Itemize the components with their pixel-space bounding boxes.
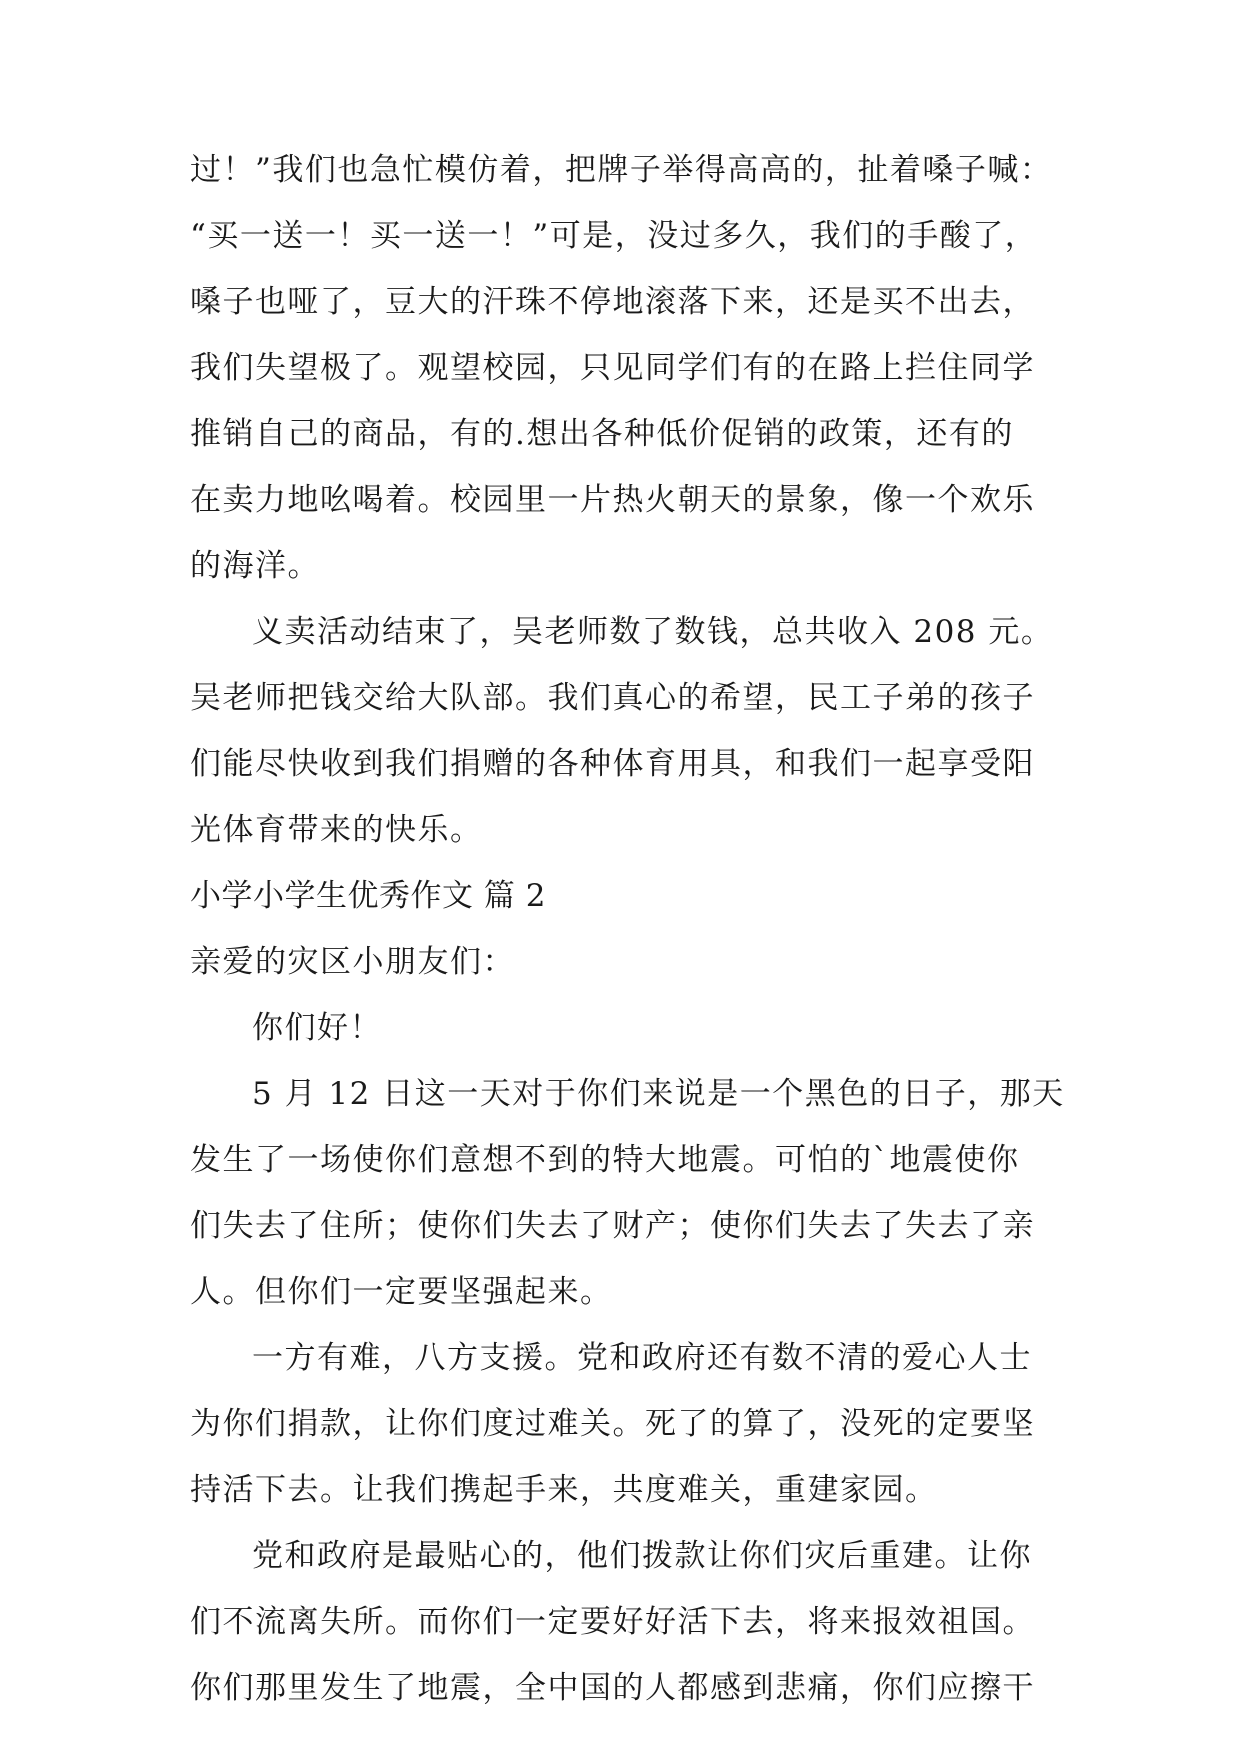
salutation: 亲爱的灾区小朋友们： [190,944,515,980]
text-line: 我们失望极了。观望校园，只见同学们有的在路上拦住同学 [190,350,1035,386]
text-line: 5 月 12 日这一天对于你们来说是一个黑色的日子，那天 [252,1076,1065,1112]
text-line: 过！”我们也急忙模仿着，把牌子举得高高的，扯着嗓子喊： [190,152,1053,188]
text-line: 在卖力地吆喝着。校园里一片热火朝天的景象，像一个欢乐 [190,482,1035,518]
text-line: 光体育带来的快乐。 [190,812,483,848]
text-line: 义卖活动结束了，吴老师数了数钱，总共收入 208 元。 [252,614,1054,650]
text-line: 们能尽快收到我们捐赠的各种体育用具，和我们一起享受阳 [190,746,1035,782]
text-line: “买一送一！买一送一！”可是，没过多久，我们的手酸了， [190,218,1038,254]
text-line: 嗓子也哑了，豆大的汗珠不停地滚落下来，还是买不出去， [190,284,1035,320]
text-line: 吴老师把钱交给大队部。我们真心的希望，民工子弟的孩子 [190,680,1035,716]
section-heading: 小学小学生优秀作文 篇 2 [190,878,546,914]
text-line: 推销自己的商品，有的.想出各种低价促销的政策，还有的 [190,416,1014,452]
text-line: 发生了一场使你们意想不到的特大地震。可怕的`地震使你 [190,1142,1020,1178]
text-line: 们失去了住所；使你们失去了财产；使你们失去了失去了亲 [190,1208,1035,1244]
text-line: 你们那里发生了地震，全中国的人都感到悲痛，你们应擦干 [190,1670,1035,1706]
text-line: 持活下去。让我们携起手来，共度难关，重建家园。 [190,1472,938,1508]
text-line: 一方有难，八方支援。党和政府还有数不清的爱心人士 [252,1340,1032,1376]
text-line: 的海洋。 [190,548,320,584]
greeting: 你们好！ [252,1010,382,1046]
text-line: 人。但你们一定要坚强起来。 [190,1274,613,1310]
text-line: 党和政府是最贴心的，他们拨款让你们灾后重建。让你 [252,1538,1032,1574]
text-line: 们不流离失所。而你们一定要好好活下去，将来报效祖国。 [190,1604,1035,1640]
text-line: 为你们捐款，让你们度过难关。死了的算了，没死的定要坚 [190,1406,1035,1442]
